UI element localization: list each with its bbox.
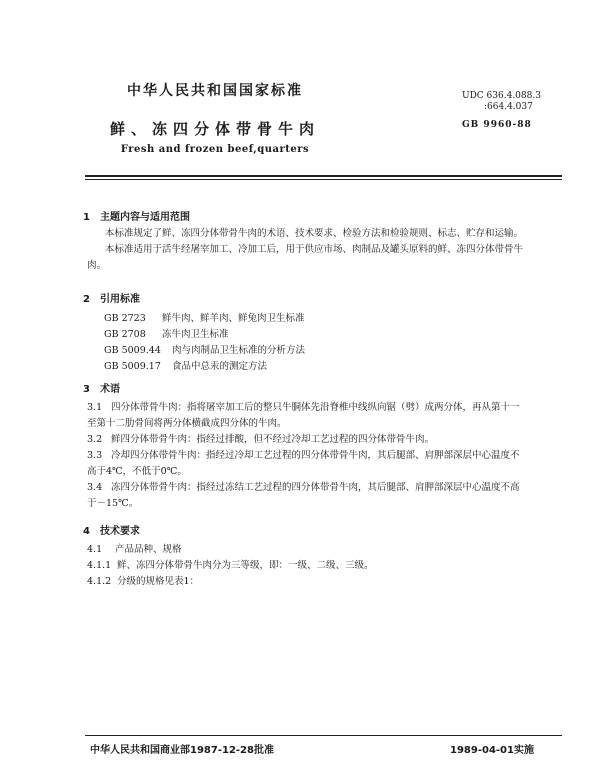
- clause-number: 3.4: [87, 482, 103, 493]
- reference-item: [104, 342, 305, 356]
- section-title: 术语: [100, 384, 120, 395]
- section-number: 2: [83, 294, 90, 305]
- document-title: 鲜、冻四分体带骨牛肉: [109, 120, 320, 138]
- clause-continuation: 高于4℃，不低于0℃。: [87, 466, 187, 477]
- header-divider-bottom: [85, 179, 562, 180]
- clause-3-2: [87, 432, 559, 448]
- english-title: Fresh and frozen beef,quarters: [120, 144, 310, 155]
- reference-code: GB 5009.17: [104, 361, 161, 372]
- section-title: 技术要求: [100, 526, 140, 537]
- header-divider-top: [85, 175, 562, 177]
- approval-info: 中华人民共和国商业部1987-12-28批准: [90, 745, 274, 756]
- clause-number: 3.2: [87, 434, 103, 445]
- section-1-heading: [83, 208, 190, 223]
- section-2-heading: [83, 290, 140, 305]
- clause-3-3: [87, 448, 559, 480]
- gb-number: GB 9960-88: [462, 120, 532, 130]
- section-1-body: [87, 226, 557, 274]
- clause-number: 3.3: [87, 450, 103, 461]
- paragraph: 本标准适用于活牛经屠宰加工、冷加工后，用于供应市场、肉制品及罐头原料的鲜、冻四分体带骨牛: [105, 244, 524, 255]
- reference-text: 鲜牛肉、鲜羊肉、鲜兔肉卫生标准: [162, 313, 305, 324]
- clause-4-1-1: [87, 558, 559, 574]
- udc-code: [462, 91, 541, 113]
- reference-item: [104, 326, 229, 340]
- clause-number: 4.1: [87, 544, 103, 555]
- clause-number: 4.1.1: [87, 560, 112, 571]
- paragraph: 本标准规定了鲜、冻四分体带骨牛肉的术语、技术要求、检验方法和检验规则、标志、贮存和运输。: [105, 228, 524, 239]
- section-number: 4: [83, 526, 90, 537]
- clause-3-1: [87, 400, 559, 432]
- section-number: 3: [83, 384, 90, 395]
- clause-text: 冷却四分体带骨牛肉：指经过冷却工艺过程的四分体带骨牛肉，其后腿部、肩胛部深层中心温度不: [111, 450, 520, 461]
- clause-text: 分级的规格见表1：: [117, 576, 200, 587]
- reference-code: GB 2723: [104, 313, 146, 324]
- section-number: 1: [83, 212, 90, 223]
- clause-text: 鲜四分体带骨牛肉：指经过排酸，但不经过冷却工艺过程的四分体带骨牛肉。: [111, 434, 435, 445]
- reference-code: GB 2708: [104, 329, 146, 340]
- clause-continuation: 至第十二肋骨间将两分体横截成四分体的牛肉。: [87, 418, 287, 429]
- clause-text: 冻四分体带骨牛肉：指经过冻结工艺过程的四分体带骨牛肉，其后腿部、肩胛部深层中心温度不高: [111, 482, 520, 493]
- reference-text: 食品中总汞的测定方法: [172, 361, 268, 372]
- clause-4-1: [87, 542, 559, 558]
- udc-line-1: UDC 636.4.088.3: [462, 91, 541, 101]
- paragraph-continuation: 肉。: [87, 260, 107, 271]
- reference-item: [104, 310, 305, 324]
- clause-3-4: [87, 480, 559, 512]
- reference-item: [104, 358, 267, 372]
- section-title: 主题内容与适用范围: [100, 212, 190, 223]
- reference-text: 冻牛肉卫生标准: [162, 329, 229, 340]
- clause-number: 4.1.2: [87, 576, 112, 587]
- section-title: 引用标准: [100, 294, 140, 305]
- clause-text: 鲜、冻四分体带骨牛肉分为三等级，即：一级、二级、三级。: [117, 560, 374, 571]
- reference-code: GB 5009.44: [104, 345, 161, 356]
- standard-title: 中华人民共和国国家标准: [127, 83, 303, 99]
- section-3-heading: [83, 380, 120, 395]
- footer-divider: [85, 735, 562, 736]
- implementation-date: 1989-04-01实施: [450, 745, 534, 756]
- clause-continuation: 于－15℃。: [87, 498, 139, 509]
- section-4-heading: [83, 522, 140, 537]
- reference-text: 肉与肉制品卫生标准的分析方法: [172, 345, 306, 356]
- clause-text: 产品品种、规格: [115, 544, 182, 555]
- clause-number: 3.1: [87, 402, 103, 413]
- clause-4-1-2: [87, 574, 559, 590]
- udc-line-2: :664.4.037: [484, 102, 533, 112]
- clause-text: 四分体带骨牛肉：指将屠宰加工后的整只牛胴体先沿脊椎中线纵向锯（劈）成两分体，再从第十一: [111, 402, 520, 413]
